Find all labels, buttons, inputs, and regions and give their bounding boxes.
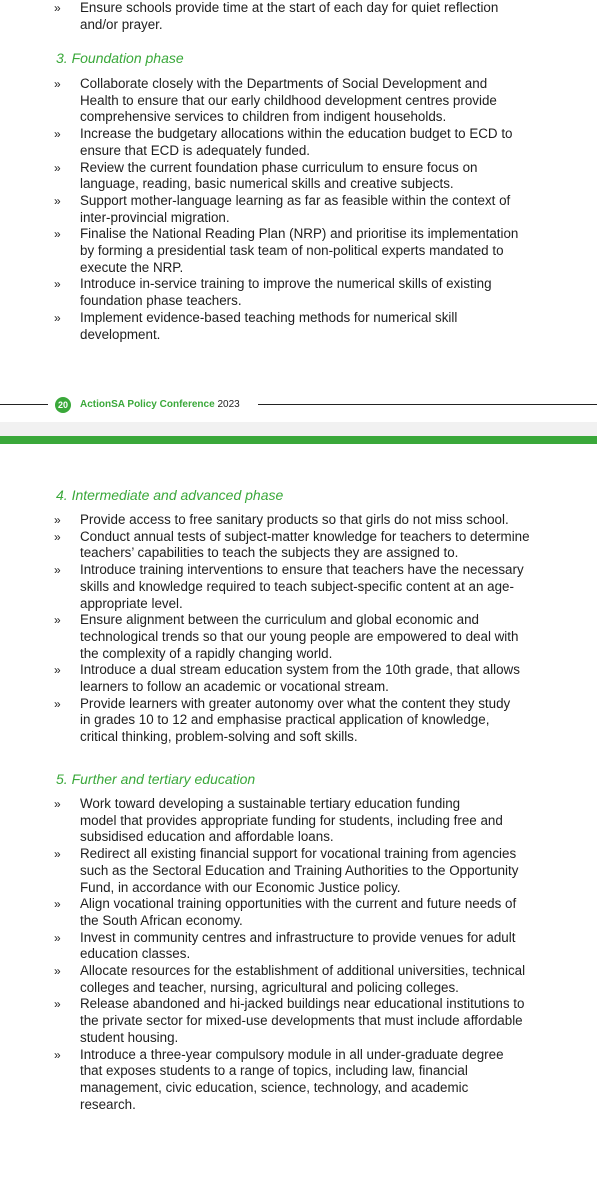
item-text-line: Health to ensure that our early childhood development centres provide <box>80 92 497 108</box>
item-text-line: comprehensive services to children from indigent households. <box>80 109 447 125</box>
bullet-marker: » <box>54 227 61 242</box>
section-heading-intermediate: 4. Intermediate and advanced phase <box>56 487 284 503</box>
bullet-marker: » <box>54 797 61 811</box>
list-item <box>0 76 518 126</box>
item-text-line: Work toward developing a sustainable tertiary education funding <box>80 796 461 811</box>
item-text-line: Redirect all existing financial support for vocational training from agencies <box>80 846 517 862</box>
item-text-line: skills and knowledge required to teach subject-specific content at an age- <box>80 578 514 594</box>
item-text-line: Release abandoned and hi-jacked buildings near educational institutions to <box>80 996 525 1012</box>
item-text-line: model that provides appropriate funding for students, including free and <box>80 812 503 828</box>
item-text-line: Ensure alignment between the curriculum and global economic and <box>80 612 479 628</box>
list-item <box>0 963 525 996</box>
item-text-line: Implement evidence-based teaching methods for numerical skill <box>80 309 458 325</box>
item-text-line: Provide access to free sanitary products so that girls do not miss school. <box>80 512 509 527</box>
list-item <box>0 276 518 309</box>
item-text-line: Align vocational training opportunities with the current and future needs of <box>80 896 517 912</box>
list-item <box>0 160 518 193</box>
bullet-marker: » <box>54 663 61 678</box>
bullet-marker: » <box>54 160 61 175</box>
list-item <box>0 896 525 929</box>
item-text-line: Support mother-language learning as far as feasible within the context of <box>80 192 511 208</box>
bullet-marker: » <box>54 997 61 1012</box>
list-item <box>0 612 530 662</box>
item-text-line: teachers’ capabilities to teach the subjects they are assigned to. <box>80 545 459 561</box>
item-text-line: appropriate level. <box>80 595 183 611</box>
item-text-line: subsidised education and affordable loans. <box>80 829 334 845</box>
bullet-marker: » <box>54 613 61 628</box>
item-text-line: such as the Sectoral Education and Training Authorities to the Opportunity <box>80 862 519 878</box>
bullet-marker: » <box>54 897 61 912</box>
item-text-line: Ensure schools provide time at the start of each day for quiet reflection <box>80 0 499 15</box>
page-number-badge: 20 <box>55 397 71 413</box>
tertiary-bullet-list <box>0 796 525 1113</box>
section-heading-tertiary: 5. Further and tertiary education <box>56 771 256 787</box>
bullet-marker: » <box>54 193 61 208</box>
list-item <box>0 226 518 276</box>
continued-bullet-list <box>0 0 498 33</box>
item-text-line: the complexity of a rapidly changing world. <box>80 645 333 661</box>
item-text-line: Finalise the National Reading Plan (NRP) and prioritise its implementation <box>80 226 519 242</box>
footer-year: 2023 <box>217 399 240 410</box>
item-text-line: Invest in community centres and infrastructure to provide venues for adult <box>80 929 516 945</box>
item-text-line: Provide learners with greater autonomy over what the content they study <box>80 695 511 711</box>
bullet-marker: » <box>54 513 61 527</box>
item-text-line: execute the NRP. <box>80 259 184 275</box>
bullet-marker: » <box>54 1 61 15</box>
list-item <box>0 562 530 612</box>
item-text-line: foundation phase teachers. <box>80 293 242 309</box>
list-item <box>0 0 498 33</box>
list-item <box>0 796 525 846</box>
bullet-marker: » <box>54 1047 61 1062</box>
item-text-line: research. <box>80 1096 136 1112</box>
footer-label <box>80 398 240 411</box>
item-text-line: by forming a presidential task team of non-political experts mandated to <box>80 243 504 259</box>
list-item <box>0 310 518 343</box>
bullet-marker: » <box>54 277 61 292</box>
page-header-band <box>0 436 597 444</box>
item-text-line: Conduct annual tests of subject-matter knowledge for teachers to determine <box>80 528 530 544</box>
footer-brand: ActionSA Policy Conference <box>80 399 215 410</box>
item-text-line: and/or prayer. <box>80 16 163 32</box>
list-item <box>0 662 530 695</box>
bullet-marker: » <box>54 964 61 979</box>
bullet-marker: » <box>54 127 61 142</box>
list-item <box>0 996 525 1046</box>
item-text-line: Allocate resources for the establishment of additional universities, technical <box>80 963 526 979</box>
list-item <box>0 193 518 226</box>
section-heading-foundation: 3. Foundation phase <box>56 50 184 66</box>
item-text-line: education classes. <box>80 946 191 962</box>
list-item <box>0 846 525 896</box>
item-text-line: critical thinking, problem-solving and soft skills. <box>80 729 358 745</box>
bullet-marker: » <box>54 847 61 862</box>
bullet-marker: » <box>54 529 61 544</box>
item-text-line: that exposes students to a range of topics, including law, financial <box>80 1063 468 1079</box>
item-text-line: language, reading, basic numerical skills and creative subjects. <box>80 176 454 192</box>
list-item <box>0 696 530 746</box>
list-item <box>0 126 518 159</box>
footer-rule-left <box>0 404 48 405</box>
item-text-line: learners to follow an academic or vocational stream. <box>80 679 389 695</box>
item-text-line: student housing. <box>80 1029 179 1045</box>
upper-page <box>0 0 597 410</box>
item-text-line: Fund, in accordance with our Economic Justice policy. <box>80 879 401 895</box>
item-text-line: Increase the budgetary allocations within the education budget to ECD to <box>80 126 513 142</box>
item-text-line: inter-provincial migration. <box>80 209 230 225</box>
lower-page <box>0 444 597 1200</box>
list-item <box>0 930 525 963</box>
list-item <box>0 529 530 562</box>
item-text-line: development. <box>80 326 161 342</box>
item-text-line: management, civic education, science, technology, and academic <box>80 1079 469 1095</box>
item-text-line: Introduce a dual stream education system from the 10th grade, that allows <box>80 662 520 678</box>
foundation-bullet-list <box>0 76 518 343</box>
footer-rule-right <box>258 404 597 405</box>
bullet-marker: » <box>54 563 61 578</box>
item-text-line: ensure that ECD is adequately funded. <box>80 142 311 158</box>
item-text-line: Review the current foundation phase curriculum to ensure focus on <box>80 159 478 175</box>
item-text-line: colleges and teacher, nursing, agricultural and policing colleges. <box>80 979 459 995</box>
list-item <box>0 512 530 529</box>
list-item <box>0 1047 525 1114</box>
item-text-line: Introduce training interventions to ensure that teachers have the necessary <box>80 562 524 578</box>
page-separator <box>0 422 597 436</box>
item-text-line: Introduce in-service training to improve the numerical skills of existing <box>80 276 492 292</box>
item-text-line: the private sector for mixed-use developments that must include affordable <box>80 1013 523 1029</box>
bullet-marker: » <box>54 696 61 711</box>
bullet-marker: » <box>54 77 61 91</box>
item-text-line: Collaborate closely with the Departments of Social Development and <box>80 76 488 91</box>
item-text-line: technological trends so that our young people are empowered to deal with <box>80 628 519 644</box>
item-text-line: Introduce a three-year compulsory module in all under-graduate degree <box>80 1046 504 1062</box>
item-text-line: in grades 10 to 12 and emphasise practical application of knowledge, <box>80 712 490 728</box>
intermediate-bullet-list <box>0 512 530 746</box>
item-text-line: the South African economy. <box>80 912 243 928</box>
bullet-marker: » <box>54 310 61 325</box>
bullet-marker: » <box>54 930 61 945</box>
